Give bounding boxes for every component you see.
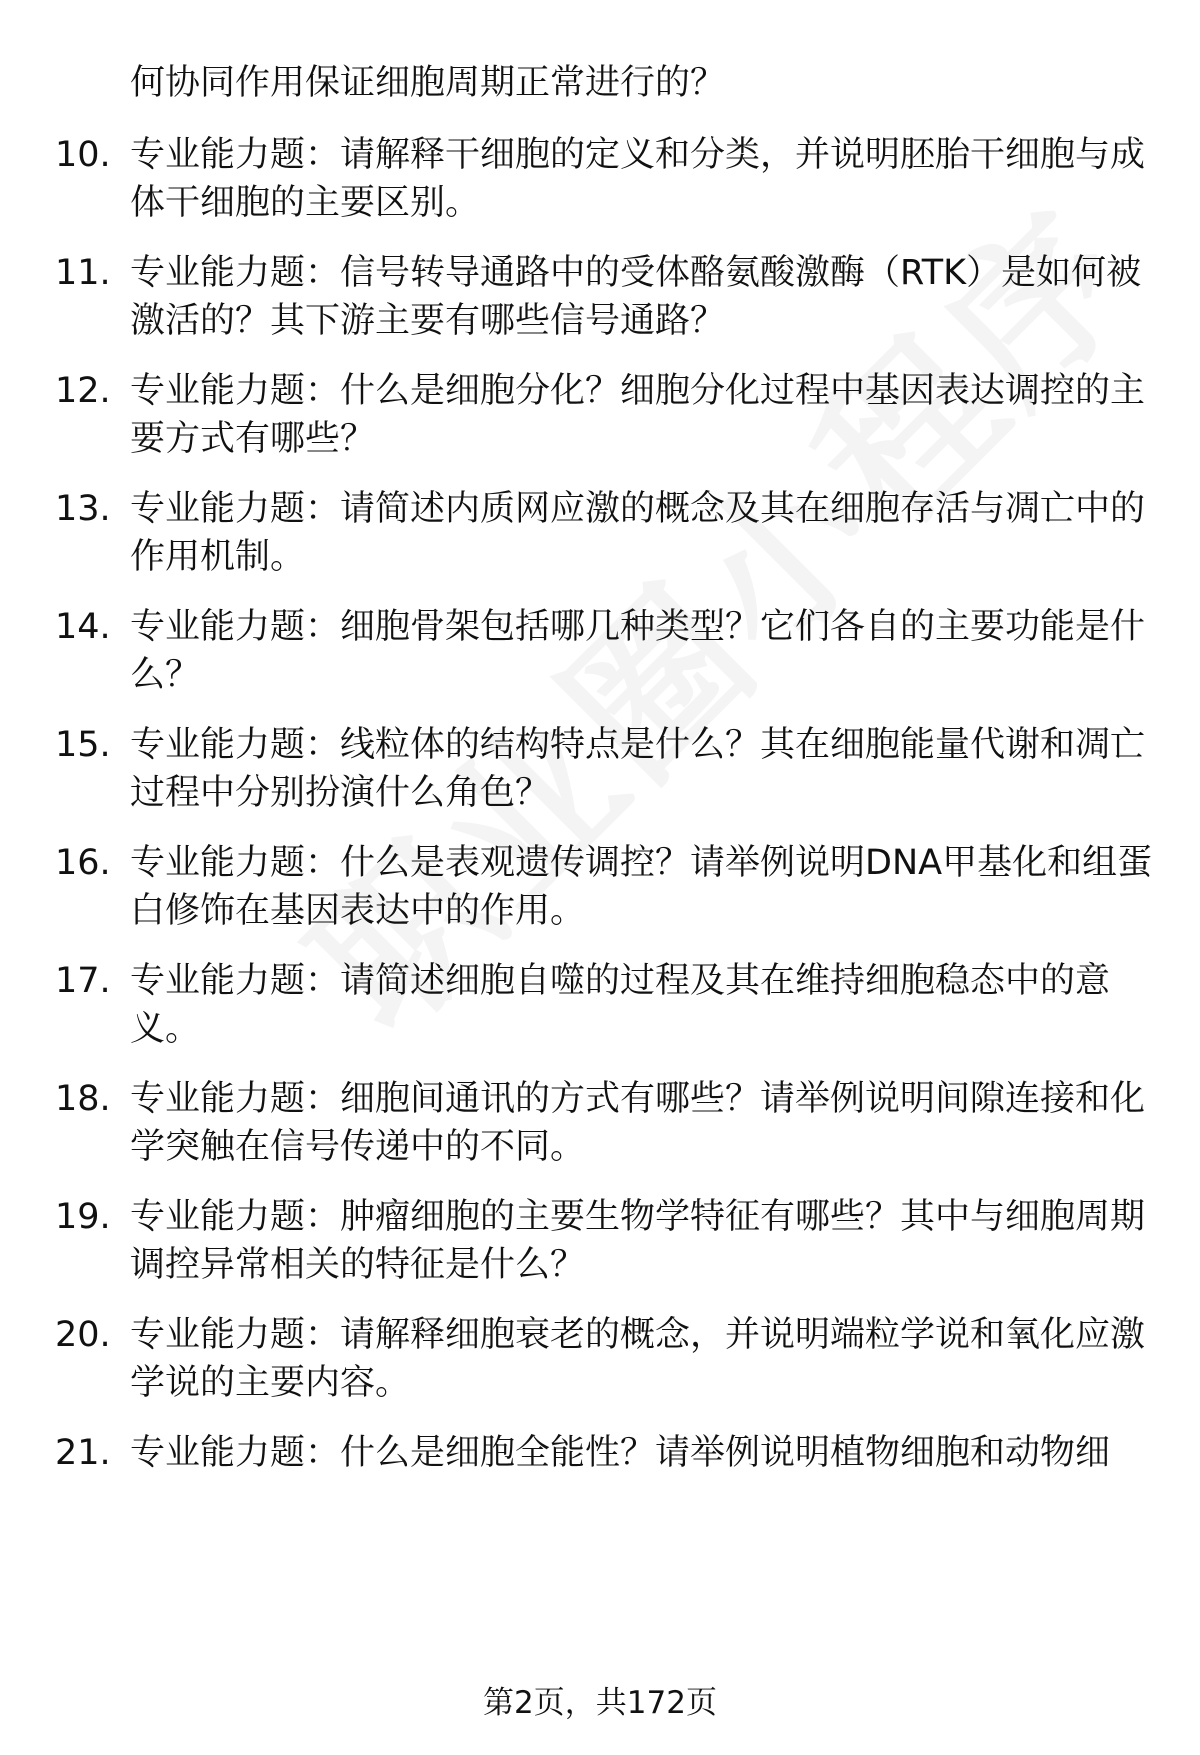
question-number: 20. <box>55 1315 111 1355</box>
page-footer: 第2页，共172页 <box>483 1685 717 1721</box>
question-text: 专业能力题：肿瘤细胞的主要生物学特征有哪些？其中与细胞周期调控异常相关的特征是什么？ <box>130 1197 1146 1285</box>
question-number: 11. <box>55 253 111 293</box>
question-text: 专业能力题：线粒体的结构特点是什么？其在细胞能量代谢和凋亡过程中分别扮演什么角色？ <box>130 725 1146 813</box>
question-number: 14. <box>55 607 111 647</box>
question-text: 专业能力题：什么是表观遗传调控？请举例说明DNA甲基化和组蛋白修饰在基因表达中的作用。 <box>130 843 1153 931</box>
continuation-text: 何协同作用保证细胞周期正常进行的？ <box>130 63 726 103</box>
question-text: 专业能力题：信号转导通路中的受体酪氨酸激酶（RTK）是如何被激活的？其下游主要有哪些信号通路？ <box>130 253 1142 341</box>
question-number: 18. <box>55 1079 111 1119</box>
question-text: 专业能力题：请解释细胞衰老的概念，并说明端粒学说和氧化应激学说的主要内容。 <box>130 1315 1146 1403</box>
question-text: 专业能力题：细胞间通讯的方式有哪些？请举例说明间隙连接和化学突触在信号传递中的不同。 <box>130 1079 1146 1167</box>
question-number: 16. <box>55 843 111 883</box>
question-text: 专业能力题：细胞骨架包括哪几种类型？它们各自的主要功能是什么？ <box>130 607 1146 695</box>
question-text: 专业能力题：请简述细胞自噬的过程及其在维持细胞稳态中的意义。 <box>130 961 1111 1049</box>
question-number: 10. <box>55 135 111 175</box>
question-number: 17. <box>55 961 111 1001</box>
question-number: 13. <box>55 489 111 529</box>
question-text: 专业能力题：什么是细胞分化？细胞分化过程中基因表达调控的主要方式有哪些？ <box>130 371 1146 459</box>
question-text: 专业能力题：请简述内质网应激的概念及其在细胞存活与凋亡中的作用机制。 <box>130 489 1146 577</box>
question-text: 专业能力题：什么是细胞全能性？请举例说明植物细胞和动物细 <box>130 1433 1111 1473</box>
question-number: 21. <box>55 1433 111 1473</box>
question-number: 19. <box>55 1197 111 1237</box>
question-number: 15. <box>55 725 111 765</box>
question-text: 专业能力题：请解释干细胞的定义和分类，并说明胚胎干细胞与成体干细胞的主要区别。 <box>130 135 1146 223</box>
question-number: 12. <box>55 371 111 411</box>
